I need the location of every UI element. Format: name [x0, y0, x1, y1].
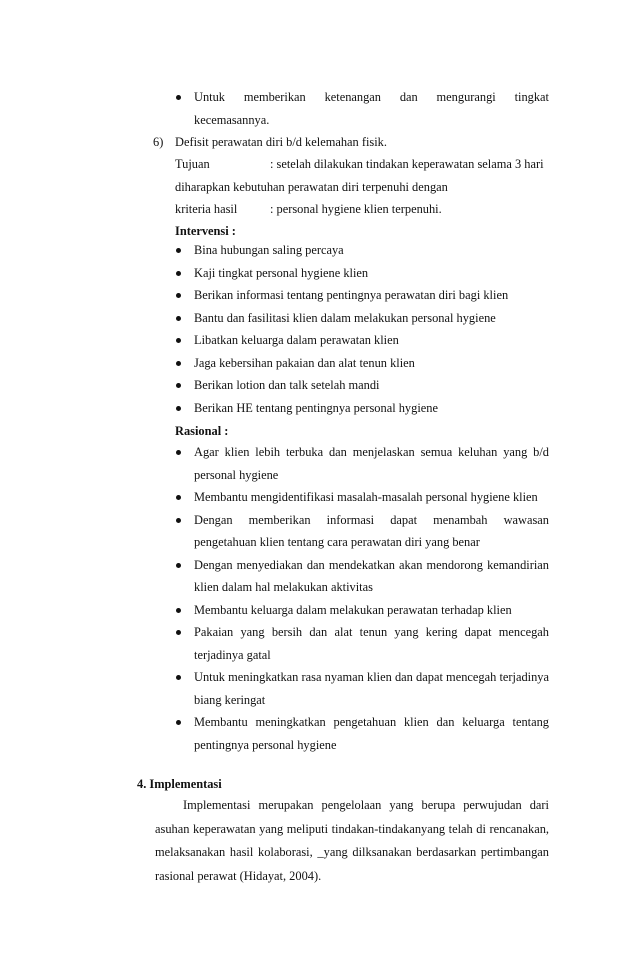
item-number: 6): [153, 135, 164, 149]
list-item: Berikan informasi tentang pentingnya perawatan diri bagi klien: [175, 284, 549, 307]
list-item: Membantu mengidentifikasi masalah-masalah personal hygiene klien: [175, 486, 549, 509]
implementasi-paragraph: Implementasi merupakan pengelolaan yang berupa perwujudan dari asuhan keperawatan yang meliputi tindakan-tindakanyang telah di rencanakan, melaksanakan hasil kolaborasi, _yang dilksanakan berdasarkan pertimbangan rasional perawat (Hidayat, 2004).: [155, 798, 549, 883]
list-item: Bantu dan fasilitasi klien dalam melakukan personal hygiene: [175, 307, 549, 330]
list-item: Berikan HE tentang pentingnya personal hygiene: [175, 397, 549, 420]
kriteria-label: kriteria hasil: [175, 202, 238, 216]
justified-line: Untuk memberikan ketenangan dan mengurangi tingkat: [194, 90, 549, 104]
list-item: Kaji tingkat personal hygiene klien: [175, 262, 549, 285]
list-item: Libatkan keluarga dalam perawatan klien: [175, 329, 549, 352]
list-item: Membantu keluarga dalam melakukan perawatan terhadap klien: [175, 599, 549, 622]
list-item: Membantu meningkatkan pengetahuan klien dan keluarga tentang pentingnya personal hygiene: [175, 711, 549, 756]
list-item: Dengan menyediakan dan mendekatkan akan mendorong kemandirian klien dalam hal melakukan aktivitas: [175, 554, 549, 599]
list-item: Dengan memberikan informasi dapat menambah wawasan pengetahuan klien tentang cara perawatan diri yang benar: [175, 509, 549, 554]
intervensi-heading: Intervensi :: [175, 224, 236, 238]
intervensi-list: [175, 239, 549, 419]
list-item: Agar klien lebih terbuka dan menjelaskan semua keluhan yang b/d personal hygiene: [175, 441, 549, 486]
list-item: Bina hubungan saling percaya: [175, 239, 549, 262]
list-item: Untuk meningkatkan rasa nyaman klien dan dapat mencegah terjadinya biang keringat: [175, 666, 549, 711]
section-heading: 4. Implementasi: [137, 777, 222, 791]
tujuan-label: Tujuan: [175, 157, 210, 171]
list-item: Untuk memberikan ketenangan dan mengurangi tingkat kecemasannya.: [175, 86, 549, 131]
rasional-heading: Rasional :: [175, 424, 229, 438]
tujuan-continuation: diharapkan kebutuhan perawatan diri terpenuhi dengan: [175, 180, 448, 194]
list-item: Jaga kebersihan pakaian dan alat tenun klien: [175, 352, 549, 375]
kriteria-text: : personal hygiene klien terpenuhi.: [270, 202, 442, 216]
list-item: Berikan lotion dan talk setelah mandi: [175, 374, 549, 397]
list-item: Pakaian yang bersih dan alat tenun yang kering dapat mencegah terjadinya gatal: [175, 621, 549, 666]
tujuan-text: : setelah dilakukan tindakan keperawatan selama 3 hari: [270, 157, 544, 171]
rasional-list: [175, 441, 549, 756]
item-title: Defisit perawatan diri b/d kelemahan fisik.: [175, 135, 387, 149]
top-bullet-list: [175, 86, 549, 131]
